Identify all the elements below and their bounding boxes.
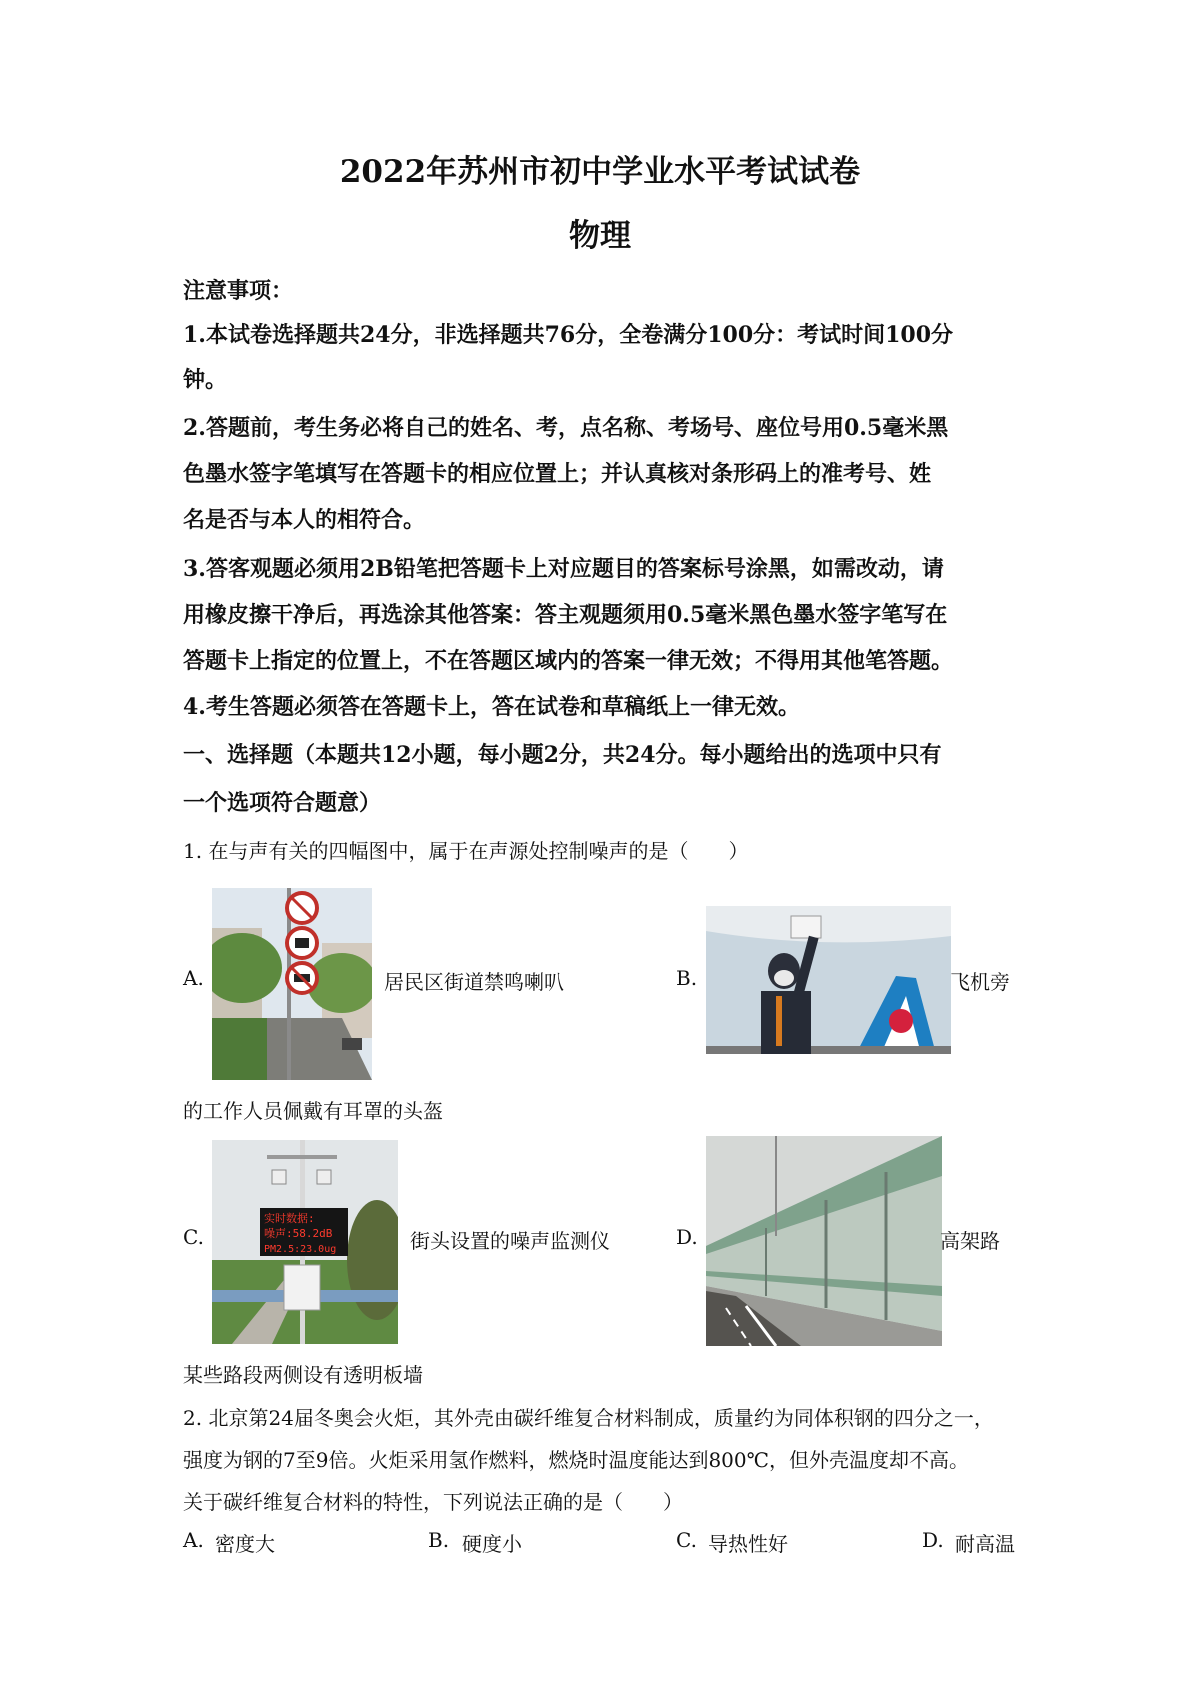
option-d-label: D.	[676, 1225, 698, 1249]
q2-option-d-text: 耐高温	[955, 1532, 1015, 1556]
q2-option-b-label: B.	[428, 1528, 450, 1552]
notice-line: 钟。	[183, 367, 228, 393]
notice-line: 名是否与本人的相符合。	[183, 507, 426, 533]
question-2-options	[0, 1528, 1200, 1558]
option-c-text: 街头设置的噪声监测仪	[410, 1229, 610, 1253]
question-1-stem: 1. 在与声有关的四幅图中，属于在声源处控制噪声的是（ ）	[183, 839, 749, 863]
notice-line: 4.考生答题必须答在答题卡上，答在试卷和草稿纸上一律无效。	[183, 694, 800, 720]
notice-line: 答题卡上指定的位置上，不在答题区域内的答案一律无效；不得用其他笔答题。	[183, 648, 954, 674]
question-2-line: 关于碳纤维复合材料的特性，下列说法正确的是（ ）	[183, 1490, 683, 1514]
notice-line: 1.本试卷选择题共24分，非选择题共76分，全卷满分100分：考试时间100分	[183, 322, 954, 348]
monitor-line-3: PM2.5:23.0ug	[264, 1244, 337, 1255]
section-heading: 一、选择题（本题共12小题，每小题2分，共24分。每小题给出的选项中只有	[183, 742, 942, 768]
airport-worker-earmuffs-photo	[706, 906, 951, 1054]
street-no-honking-photo	[212, 888, 372, 1080]
elevated-road-sound-barrier-photo	[706, 1136, 942, 1346]
option-c-label: C.	[183, 1225, 204, 1249]
q2-option-b-text: 硬度小	[462, 1532, 522, 1556]
q2-option-a-label: A.	[183, 1528, 204, 1552]
question-2-line: 强度为钢的7至9倍。火炬采用氢作燃料，燃烧时温度能达到800℃，但外壳温度却不高。	[183, 1448, 969, 1472]
option-a-text: 居民区街道禁鸣喇叭	[384, 970, 564, 994]
section-heading: 一个选项符合题意）	[183, 790, 382, 816]
notice-heading: 注意事项：	[183, 278, 294, 304]
notice-line: 用橡皮擦干净后，再选涂其他答案：答主观题须用0.5毫米黑色墨水签字笔写在	[183, 602, 948, 628]
q2-option-d-label: D.	[922, 1528, 944, 1552]
option-b-label: B.	[676, 966, 698, 990]
notice-line: 2.答题前，考生务必将自己的姓名、考，点名称、考场号、座位号用0.5毫米黑	[183, 415, 949, 441]
monitor-line-2: 噪声:58.2dB	[264, 1227, 333, 1240]
option-b-continuation: 的工作人员佩戴有耳罩的头盔	[183, 1099, 443, 1123]
q2-option-c-label: C.	[676, 1528, 697, 1552]
question-2-line: 2. 北京第24届冬奥会火炬，其外壳由碳纤维复合材料制成，质量约为同体积钢的四分之一，	[183, 1406, 994, 1430]
notice-line: 3.答客观题必须用2B铅笔把答题卡上对应题目的答案标号涂黑，如需改动，请	[183, 556, 944, 582]
q2-option-c-text: 导热性好	[708, 1532, 788, 1556]
monitor-line-1: 实时数据:	[264, 1212, 315, 1225]
exam-subject: 物理	[569, 218, 631, 254]
notice-line: 色墨水签字笔填写在答题卡的相应位置上；并认真核对条形码上的准考号、姓	[183, 461, 932, 487]
q2-option-a-text: 密度大	[215, 1532, 275, 1556]
option-a-label: A.	[183, 966, 204, 990]
option-b-text: 飞机旁	[950, 970, 1010, 994]
option-d-continuation: 某些路段两侧设有透明板墙	[183, 1363, 423, 1387]
option-d-text: 高架路	[940, 1229, 1000, 1253]
noise-monitor-photo	[212, 1140, 398, 1344]
exam-title: 2022年苏州市初中学业水平考试试卷	[339, 154, 861, 190]
